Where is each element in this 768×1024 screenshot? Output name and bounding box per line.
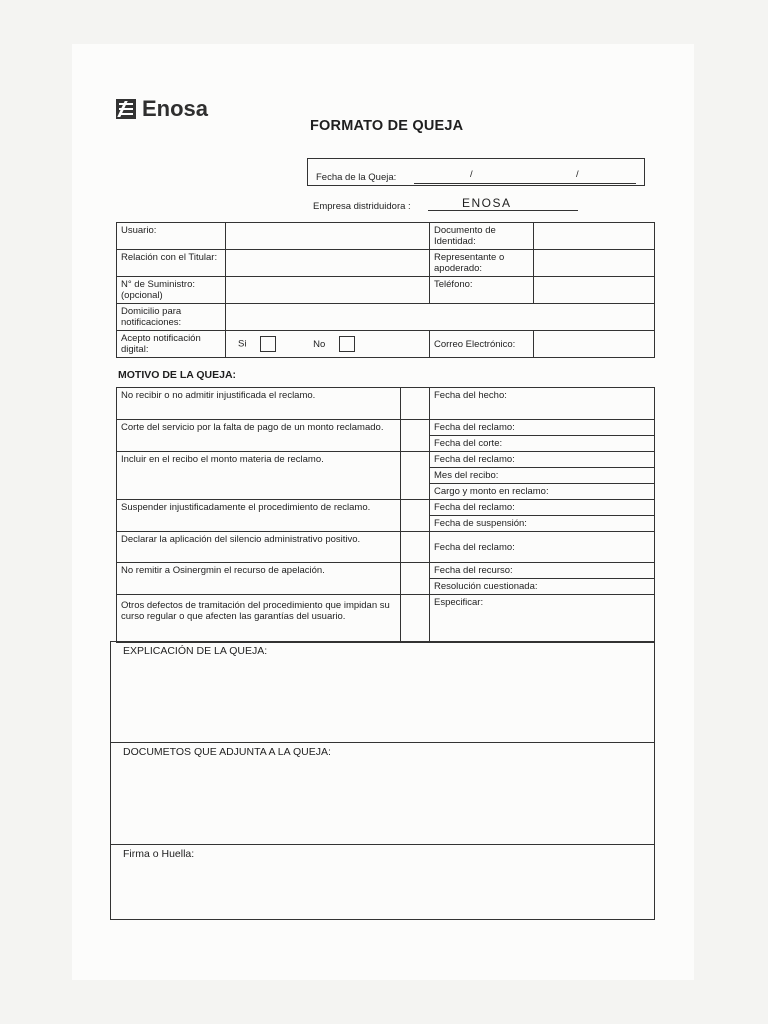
empresa-label: Empresa distriduidora : (313, 201, 411, 212)
mark-osinergmin[interactable] (401, 563, 430, 595)
field-especificar[interactable]: Especificar: (430, 595, 655, 643)
reason-corte: Corte del servicio por la falta de pago de un monto reclamado. (117, 420, 401, 452)
motivo-heading: MOTIVO DE LA QUEJA: (118, 369, 237, 381)
field-fecha-corte[interactable]: Fecha del corte: (430, 436, 655, 452)
reason-osinergmin: No remitir a Osinergmin el recurso de apelación. (117, 563, 401, 595)
reason-silencio: Declarar la aplicación del silencio administrativo positivo. (117, 532, 401, 563)
representante-field[interactable] (534, 250, 655, 277)
no-checkbox[interactable] (339, 336, 355, 352)
representante-label: Representante o apoderado: (430, 250, 534, 277)
field-fecha-suspension[interactable]: Fecha de suspensión: (430, 516, 655, 532)
documento-field[interactable] (534, 223, 655, 250)
field-fecha-recurso[interactable]: Fecha del recurso: (430, 563, 655, 579)
fecha-sep-2: / (576, 169, 579, 180)
reason-incluir-recibo: Incluir en el recibo el monto materia de reclamo. (117, 452, 401, 500)
field-fecha-reclamo-1[interactable]: Fecha del reclamo: (430, 420, 655, 436)
fecha-field[interactable] (414, 183, 636, 184)
correo-field[interactable] (534, 331, 655, 358)
reason-otros: Otros defectos de tramitación del procedimiento que impidan su curso regular o que afecten las garantías del usuario. (117, 595, 401, 643)
firma-label: Firma o Huella: (123, 848, 195, 860)
motivo-table (116, 387, 655, 643)
documentos-box[interactable] (111, 743, 655, 845)
explicacion-label: EXPLICACIÓN DE LA QUEJA: (123, 645, 268, 657)
fecha-label: Fecha de la Queja: (316, 172, 397, 183)
no-label: No (313, 338, 326, 350)
mark-otros[interactable] (401, 595, 430, 643)
brand-name: Enosa (142, 96, 209, 121)
documento-label: Documento de Identidad: (430, 223, 534, 250)
suministro-field[interactable] (226, 277, 430, 304)
si-label: Si (238, 338, 247, 350)
si-checkbox[interactable] (260, 336, 276, 352)
telefono-field[interactable] (534, 277, 655, 304)
suministro-label: N° de Suministro: (opcional) (117, 277, 226, 304)
acepto-label: Acepto notificación digital: (117, 331, 226, 358)
mark-suspender[interactable] (401, 500, 430, 532)
telefono-label: Teléfono: (430, 277, 534, 304)
reason-no-recibir: No recibir o no admitir injustificada el reclamo. (117, 388, 401, 420)
usuario-label: Usuario: (117, 223, 226, 250)
mark-incluir-recibo[interactable] (401, 452, 430, 500)
field-fecha-reclamo-4[interactable]: Fecha del reclamo: (430, 532, 655, 563)
field-fecha-reclamo-3[interactable]: Fecha del reclamo: (430, 500, 655, 516)
mark-corte[interactable] (401, 420, 430, 452)
fecha-sep-1: / (470, 169, 473, 180)
mark-no-recibir[interactable] (401, 388, 430, 420)
relacion-field[interactable] (226, 250, 430, 277)
field-fecha-reclamo-2[interactable]: Fecha del reclamo: (430, 452, 655, 468)
bottom-table (110, 641, 655, 920)
firma-box[interactable] (111, 845, 655, 920)
field-fecha-hecho[interactable]: Fecha del hecho: (430, 388, 655, 420)
explicacion-box[interactable] (111, 642, 655, 743)
empresa-field[interactable] (428, 210, 578, 211)
reason-suspender: Suspender injustificadamente el procedimiento de reclamo. (117, 500, 401, 532)
domicilio-label: Domicilio para notificaciones: (117, 304, 226, 331)
acepto-options (226, 331, 430, 358)
form-title: FORMATO DE QUEJA (310, 118, 464, 134)
enosa-logo-icon (116, 99, 136, 119)
field-resolucion[interactable]: Resolución cuestionada: (430, 579, 655, 595)
field-cargo-monto[interactable]: Cargo y monto en reclamo: (430, 484, 655, 500)
relacion-label: Relación con el Titular: (117, 250, 226, 277)
documentos-label: DOCUMETOS QUE ADJUNTA A LA QUEJA: (123, 746, 331, 758)
correo-label: Correo Electrónico: (430, 331, 534, 358)
field-mes-recibo[interactable]: Mes del recibo: (430, 468, 655, 484)
enosa-logo (116, 96, 208, 122)
domicilio-field[interactable] (226, 304, 655, 331)
user-table (116, 222, 655, 358)
mark-silencio[interactable] (401, 532, 430, 563)
empresa-value: ENOSA (462, 196, 512, 210)
usuario-field[interactable] (226, 223, 430, 250)
